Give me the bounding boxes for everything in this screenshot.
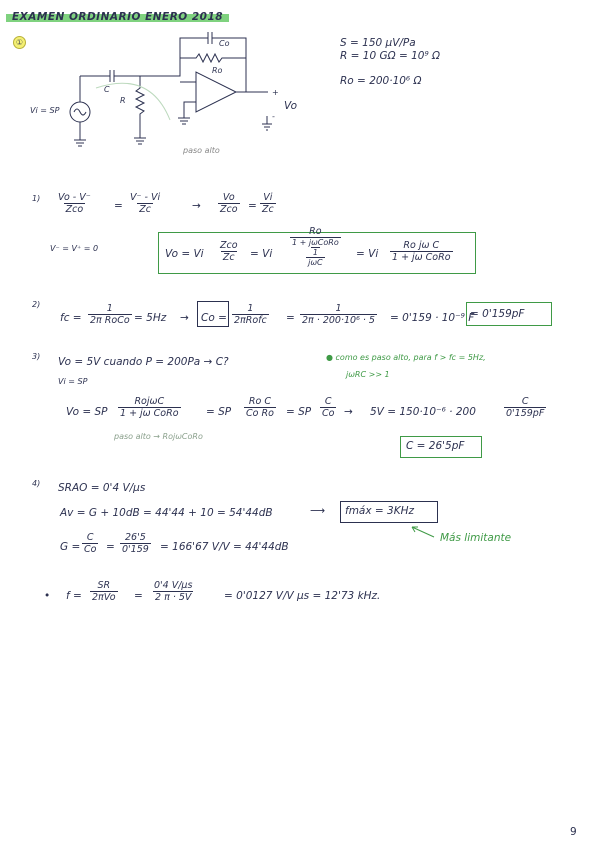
eq1-b-denominator: Zc	[139, 204, 151, 215]
part3-vo-lhs: Vo = SP	[66, 406, 108, 418]
part2-number: 2)	[32, 300, 41, 309]
part4-g-f2-numerator: 26'5	[125, 532, 146, 543]
part3-f1-numerator: RojωC	[134, 396, 165, 407]
part4-bullet: •	[44, 590, 51, 602]
eq2-f3-denominator: 1 + jω CoRo	[392, 252, 451, 263]
part3-f2-numerator: Ro C	[248, 396, 271, 407]
source-label: Vi = SP	[30, 106, 60, 115]
problem-number-badge: ①	[13, 36, 26, 49]
part4-f-equals: =	[134, 590, 143, 602]
co-final: = 0'159pF	[470, 308, 525, 320]
part4-f-lhs: f =	[66, 590, 82, 602]
eq1-c-numerator: Vo	[222, 192, 235, 203]
part4-f-f2-denominator: 2 π · 5V	[155, 592, 192, 603]
part3-result: C = 26'5pF	[406, 440, 465, 452]
part4-f-fraction-2	[152, 580, 194, 603]
eq1-equals-2: =	[248, 200, 257, 212]
part3-sub-lhs: 5V = 150·10⁻⁶ · 200	[370, 406, 476, 418]
part3-underline-note: paso alto → RojωCoRo	[114, 432, 203, 441]
eq2-f2-num-bot: 1 + jωCoRo	[292, 238, 339, 247]
cap-in-label: C	[104, 85, 110, 94]
part3-vi: Vi = SP	[58, 377, 88, 386]
param-s: S = 150 μV/Pa	[340, 37, 416, 49]
part1-number: 1)	[32, 194, 41, 203]
eq2-f1-numerator: Zco	[220, 240, 238, 251]
eq1-equals: =	[114, 200, 123, 212]
fc-value: = 5Hz	[134, 312, 167, 324]
part4-f-fraction-1	[90, 580, 118, 603]
part4-g-f1-denominator: Co	[84, 544, 97, 555]
part4-f-result: = 0'0127 V/V μs = 12'73 kHz.	[224, 590, 381, 602]
part4-sr: SRAO = 0'4 V/μs	[58, 482, 146, 494]
eq2-equals-3: = Vi	[356, 248, 379, 260]
co-f1-numerator: 1	[247, 303, 254, 314]
part4-number: 4)	[32, 479, 41, 488]
part4-g-f1-numerator: C	[86, 532, 94, 543]
part4-f-f1-denominator: 2πVo	[92, 592, 116, 603]
fc-numerator: 1	[106, 303, 113, 314]
co-f1-denominator: 2πRofc	[234, 315, 267, 326]
part4-mas-limitante: Más limitante	[440, 532, 512, 544]
eq1-a-denominator: Zco	[65, 204, 84, 215]
param-ro: Ro = 200·10⁶ Ω	[340, 75, 422, 87]
co-f2-numerator: 1	[335, 303, 342, 314]
part4-av: Av = G + 10dB = 44'44 + 10 = 54'44dB	[60, 507, 273, 519]
part3-f1-denominator: 1 + jω CoRo	[120, 408, 179, 419]
part3-equals-2: = SP	[286, 406, 312, 418]
part3-f3-numerator: C	[324, 396, 332, 407]
eq2-equals: = Vi	[250, 248, 273, 260]
eq1-c-denominator: Zco	[220, 204, 238, 215]
page-title: EXAMEN ORDINARIO ENERO 2018	[6, 10, 229, 24]
co-result: = 0'159 · 10⁻⁹ F	[390, 312, 475, 324]
output-label: Vo	[284, 100, 297, 112]
eq1-d-numerator: Vi	[263, 192, 273, 203]
part3-note2: jωRC >> 1	[346, 370, 390, 379]
output-plus: +	[272, 88, 279, 97]
eq2-left: V⁻ = V⁺ = 0	[50, 244, 99, 253]
part3-f4-denominator: 0'159pF	[506, 408, 545, 419]
co-f2-denominator: 2π · 200·10⁶ · 5	[302, 315, 375, 326]
part4-fmax: fmáx = 3KHz	[345, 505, 415, 517]
eq2-f3-numerator: Ro jω C	[403, 240, 440, 251]
part3-f2-denominator: Co Ro	[246, 408, 274, 419]
part4-f-f2-numerator: 0'4 V/μs	[154, 580, 193, 591]
eq1-b-numerator: V⁻ - Vi	[130, 192, 161, 203]
part4-f-f1-numerator: SR	[97, 580, 111, 591]
eq1-arrow: →	[192, 200, 201, 212]
fc-lhs: fc =	[60, 312, 82, 324]
param-r: R = 10 GΩ = 10⁹ Ω	[340, 50, 441, 62]
part3-line1: Vo = 5V cuando P = 200Pa → C?	[58, 356, 229, 368]
eq2-f1-denominator: Zc	[222, 252, 235, 263]
part3-f3-denominator: Co	[322, 408, 335, 419]
eq1-d-denominator: Zc	[262, 204, 274, 215]
part4-arrow: ⟶	[310, 505, 326, 517]
eq2-f2-den-top: 1	[312, 248, 318, 257]
eq1-a-numerator: Vo - V⁻	[58, 192, 91, 203]
part3-note1: ● como es paso alto, para f > fc = 5Hz,	[326, 353, 486, 362]
part4-g-equals: =	[106, 541, 115, 553]
part2-arrow: →	[180, 312, 189, 324]
part3-number: 3)	[32, 352, 41, 361]
part4-g-result: = 166'67 V/V = 44'44dB	[160, 541, 289, 553]
part4-g-f2-denominator: 0'159	[122, 544, 149, 555]
output-minus: -	[272, 112, 275, 121]
eq2-f2-num-top: Ro	[309, 226, 322, 237]
part3-arrow: →	[344, 406, 353, 418]
cap-fb-label: Co	[219, 39, 230, 48]
eq2-f2-den-bot: jωC	[308, 258, 323, 267]
co-equals: =	[286, 312, 295, 324]
part4-g-lhs: G =	[60, 541, 81, 553]
circuit-note: paso alto	[183, 146, 220, 155]
res-fb-label: Ro	[212, 66, 223, 75]
fc-denominator: 2π RoCo	[90, 315, 130, 326]
co-lhs: Co =	[201, 312, 227, 324]
part3-f4-numerator: C	[521, 396, 529, 407]
part3-equals: = SP	[206, 406, 232, 418]
page-number: 9	[570, 826, 577, 838]
res-in-label: R	[120, 96, 126, 105]
eq2-vo: Vo = Vi	[165, 248, 204, 260]
